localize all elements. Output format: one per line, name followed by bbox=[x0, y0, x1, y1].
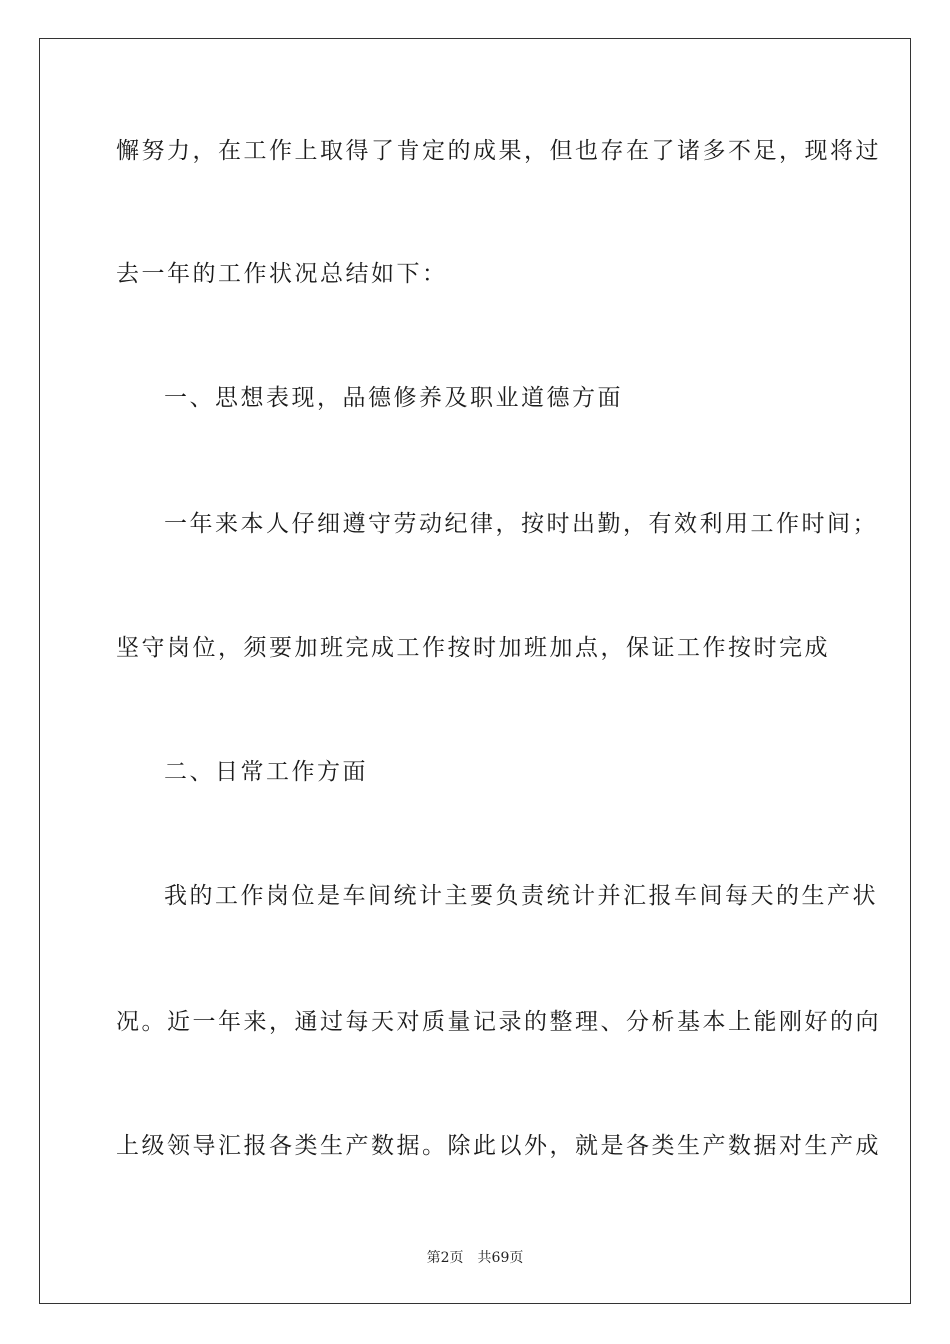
body-text-line: 况。近一年来，通过每天对质量记录的整理、分析基本上能刚好的向 bbox=[116, 1009, 881, 1035]
body-text-line: 坚守岗位，须要加班完成工作按时加班加点，保证工作按时完成 bbox=[116, 635, 830, 661]
body-text-line: 一年来本人仔细遵守劳动纪律，按时出勤，有效利用工作时间； bbox=[164, 511, 878, 537]
page-border bbox=[39, 38, 911, 1304]
body-text-line: 上级领导汇报各类生产数据。除此以外，就是各类生产数据对生产成 bbox=[116, 1133, 881, 1159]
body-text-line: 懈努力，在工作上取得了肯定的成果，但也存在了诸多不足，现将过 bbox=[116, 138, 881, 164]
page-footer bbox=[0, 1248, 950, 1268]
section-heading: 一、思想表现，品德修养及职业道德方面 bbox=[164, 385, 623, 411]
section-heading: 二、日常工作方面 bbox=[164, 759, 368, 785]
page-number: 第2页 bbox=[426, 1250, 464, 1266]
page-total: 共69页 bbox=[477, 1250, 524, 1266]
body-text-line: 我的工作岗位是车间统计主要负责统计并汇报车间每天的生产状 bbox=[164, 883, 878, 909]
body-text-line: 去一年的工作状况总结如下： bbox=[116, 261, 448, 287]
